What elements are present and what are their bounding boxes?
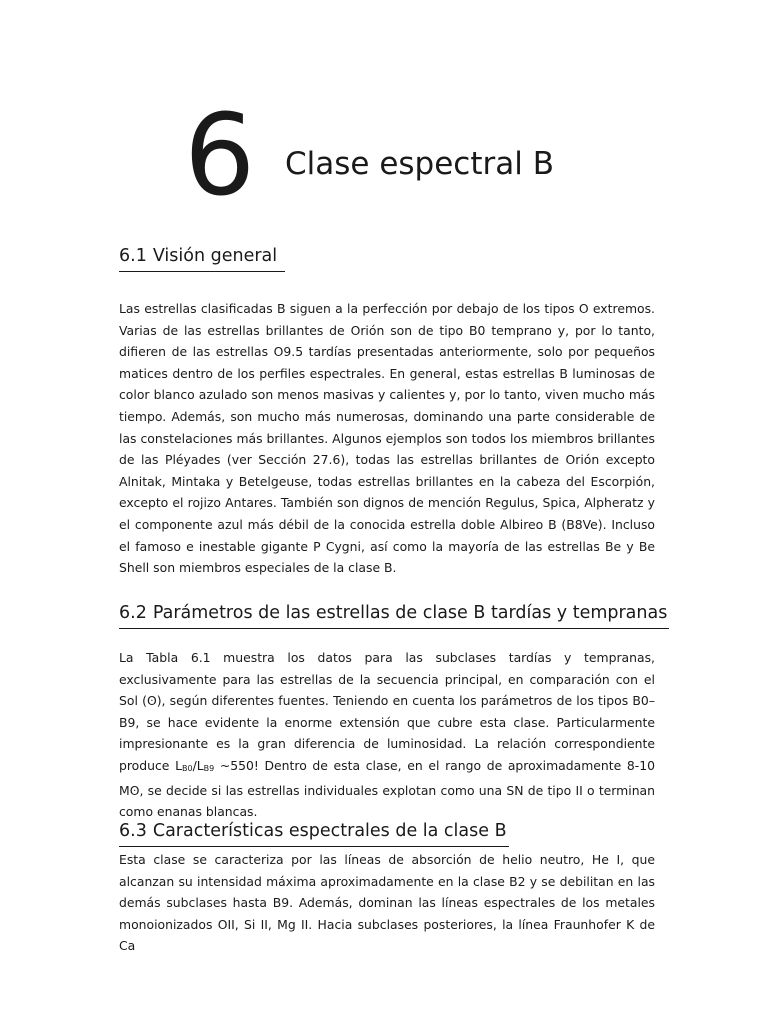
section-heading-6-3 [119,821,509,847]
section-paragraph-6-2 [119,647,655,823]
luminosity-subscript-b0: B0 [181,763,193,773]
chapter-title: Clase espectral B [285,146,554,182]
section-heading-6-2 [119,603,669,629]
section-number: 6.3 [119,821,147,841]
section-title: Características espectrales de la clase B [152,821,507,841]
section-number: 6.2 [119,603,147,623]
section-paragraph-6-1: Las estrellas clasificadas B siguen a la perfección por debajo de los tipos O extremos. Varias de las estrellas brillantes de Orión son de tipo B0 temprano y, por lo tanto, difieren de las estrellas O9.5 tardías presentadas anteriormente, solo por pequeños matices dentro de los perfiles espectrales. En general, estas estrellas B luminosas de color blanco azulado son menos masivas y calientes y, por lo tanto, viven mucho más tiempo. Además, son mucho más numerosas, dominando una parte considerable de las constelaciones más brillantes. Algunos ejemplos son todos los miembros brillantes de las Pléyades (ver Sección 27.6), todas las estrellas brillantes de Orión excepto Alnitak, Mintaka y Betelgeuse, todas estrellas brillantes en la cabeza del Escorpión, excepto el rojizo Antares. También son dignos de mención Regulus, Spica, Alpheratz y el componente azul más débil de la conocida estrella doble Albireo B (B8Ve). Incluso el famoso e inestable gigante P Cygni, así como la mayoría de las estrellas Be y Be Shell son miembros especiales de la clase B. [119,301,655,576]
chapter-number: 6 [184,91,254,221]
section-heading-6-1 [119,246,285,272]
ratio-slash: /L [192,757,204,773]
luminosity-subscript-b9: B9 [203,763,215,773]
section-paragraph-6-3: Esta clase se caracteriza por las líneas de absorción de helio neutro, He I, que alcanzan su intensidad máxima aproximadamente en la clase B2 y se debilitan en las demás subclases hasta B9. Además, dominan las líneas espectrales de los metales monoionizados OII, Si II, Mg II. Hacia subclases posteriores, la línea Fraunhofer K de Ca [119,852,655,954]
paragraph-text-continued: ~550! Dentro de esta clase, en el rango de aproximadamente 8-10 Mʘ, se decide si las estrellas individuales explotan como una SN de tipo II o terminan como enanas blancas. [119,757,656,820]
section-title: Visión general [152,246,278,266]
section-title: Parámetros de las estrellas de clase B tardías y tempranas [152,603,668,623]
section-number: 6.1 [119,246,147,266]
paragraph-text: La Tabla 6.1 muestra los datos para las subclases tardías y tempranas, exclusivamente para las estrellas de la secuencia principal, en comparación con el Sol (ʘ), según diferentes fuentes. Teniendo en cuenta los parámetros de los tipos B0–B9, se hace evidente la enorme extensión que cubre esta clase. Particularmente impresionante es la gran diferencia de luminosidad. La relación correspondiente produce L [119,650,655,773]
